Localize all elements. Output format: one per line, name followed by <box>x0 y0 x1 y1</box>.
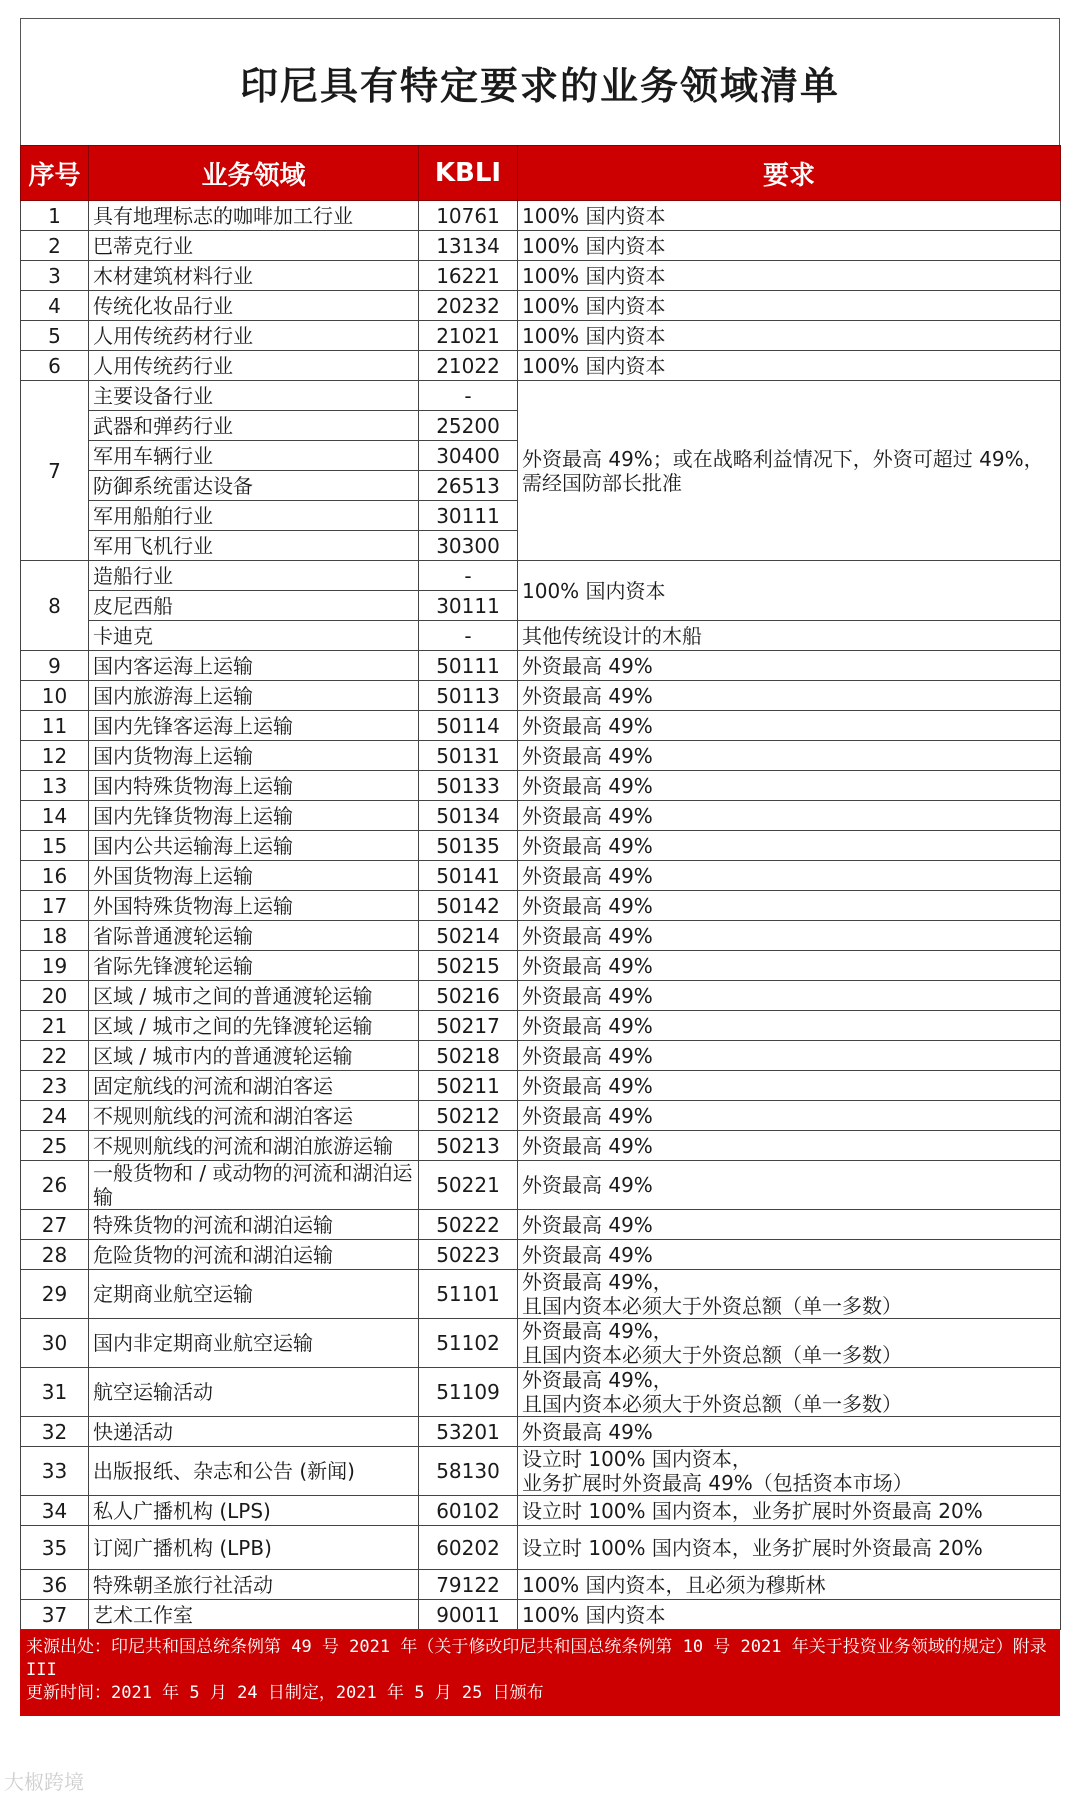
requirement-line-2: 且国内资本必须大于外资总额（单一多数） <box>522 1392 902 1416</box>
row-kbli: 13134 <box>419 231 518 261</box>
row-kbli: 60102 <box>419 1496 518 1526</box>
source-footer <box>20 1630 1060 1716</box>
row-requirement: 外资最高 49% <box>518 831 1061 861</box>
row-field: 卡迪克 <box>89 621 419 651</box>
row-field: 外国货物海上运输 <box>89 861 419 891</box>
row-field: 国内客运海上运输 <box>89 651 419 681</box>
requirement-line-1: 外资最高 49%， <box>522 1368 673 1392</box>
table-row <box>21 1417 1061 1447</box>
row-number: 18 <box>21 921 89 951</box>
row-field: 特殊朝圣旅行社活动 <box>89 1570 419 1600</box>
row-number: 13 <box>21 771 89 801</box>
row-field: 艺术工作室 <box>89 1600 419 1630</box>
table-row <box>21 321 1061 351</box>
table-row <box>21 651 1061 681</box>
row-kbli: 30111 <box>419 501 518 531</box>
row-number: 32 <box>21 1417 89 1447</box>
row-number: 5 <box>21 321 89 351</box>
table-row <box>21 741 1061 771</box>
row-kbli: - <box>419 561 518 591</box>
row-number: 6 <box>21 351 89 381</box>
table-row <box>21 261 1061 291</box>
table-row <box>21 831 1061 861</box>
row-field: 不规则航线的河流和湖泊旅游运输 <box>89 1131 419 1161</box>
row-requirement: 外资最高 49% <box>518 681 1061 711</box>
row-number: 7 <box>21 381 89 561</box>
row-requirement: 外资最高 49% <box>518 1161 1061 1210</box>
row-requirement: 外资最高 49% <box>518 1240 1061 1270</box>
table-row <box>21 201 1061 231</box>
row-number: 8 <box>21 561 89 651</box>
row-number: 2 <box>21 231 89 261</box>
row-number: 24 <box>21 1101 89 1131</box>
table-row <box>21 1496 1061 1526</box>
table-row <box>21 891 1061 921</box>
row-requirement: 100% 国内资本 <box>518 321 1061 351</box>
requirement-line-2: 且国内资本必须大于外资总额（单一多数） <box>522 1343 902 1367</box>
row-number: 30 <box>21 1319 89 1368</box>
requirement-line-1: 外资最高 49%， <box>522 1319 673 1343</box>
row-requirement <box>518 1270 1061 1319</box>
row-requirement: 外资最高 49% <box>518 1131 1061 1161</box>
row-requirement: 外资最高 49% <box>518 921 1061 951</box>
row-requirement: 外资最高 49% <box>518 741 1061 771</box>
row-field: 外国特殊货物海上运输 <box>89 891 419 921</box>
header-kbli: KBLI <box>419 146 518 201</box>
row-field: 定期商业航空运输 <box>89 1270 419 1319</box>
row-kbli: 50142 <box>419 891 518 921</box>
source-text: 来源出处：印尼共和国总统条例第 49 号 2021 年（关于修改印尼共和国总统条例第 10 号 2021 年关于投资业务领域的规定）附录 III <box>26 1637 1047 1680</box>
row-field: 航空运输活动 <box>89 1368 419 1417</box>
table-row <box>21 981 1061 1011</box>
table-row <box>21 1570 1061 1600</box>
table-row <box>21 681 1061 711</box>
row-kbli: 50216 <box>419 981 518 1011</box>
table-row <box>21 1240 1061 1270</box>
row-field: 国内旅游海上运输 <box>89 681 419 711</box>
row-requirement: 外资最高 49% <box>518 711 1061 741</box>
header-requirement: 要求 <box>518 146 1061 201</box>
requirement-line-1: 外资最高 49%， <box>522 1270 673 1294</box>
row-kbli: 30300 <box>419 531 518 561</box>
row-field: 武器和弹药行业 <box>89 411 419 441</box>
row-kbli: 50113 <box>419 681 518 711</box>
row-requirement: 外资最高 49% <box>518 1210 1061 1240</box>
row-kbli: 50218 <box>419 1041 518 1071</box>
row-kbli: 30111 <box>419 591 518 621</box>
row-kbli: 21022 <box>419 351 518 381</box>
row-number: 25 <box>21 1131 89 1161</box>
row-kbli: 20232 <box>419 291 518 321</box>
row-requirement: 外资最高 49% <box>518 1101 1061 1131</box>
row-number: 14 <box>21 801 89 831</box>
row-requirement: 外资最高 49% <box>518 801 1061 831</box>
requirement-line-1: 设立时 100% 国内资本， <box>522 1447 752 1471</box>
row-field: 出版报纸、杂志和公告 (新闻) <box>89 1447 419 1496</box>
row-field: 国内先锋客运海上运输 <box>89 711 419 741</box>
row-requirement <box>518 1319 1061 1368</box>
row-kbli: 51109 <box>419 1368 518 1417</box>
row-requirement: 100% 国内资本 <box>518 291 1061 321</box>
row-kbli: - <box>419 621 518 651</box>
row-requirement <box>518 1368 1061 1417</box>
table-row <box>21 921 1061 951</box>
row-field: 军用船舶行业 <box>89 501 419 531</box>
row-kbli: 50212 <box>419 1101 518 1131</box>
row-kbli: - <box>419 381 518 411</box>
row-requirement: 外资最高 49% <box>518 1071 1061 1101</box>
row-field: 区域 / 城市之间的先锋渡轮运输 <box>89 1011 419 1041</box>
watermark-logo: 大椒跨境 <box>4 1770 84 1794</box>
page-title: 印尼具有特定要求的业务领域清单 <box>239 62 840 108</box>
row-kbli: 60202 <box>419 1526 518 1570</box>
row-number: 26 <box>21 1161 89 1210</box>
table-row <box>21 1600 1061 1630</box>
row-requirement: 外资最高 49% <box>518 651 1061 681</box>
row-kbli: 21021 <box>419 321 518 351</box>
row-number: 20 <box>21 981 89 1011</box>
row-requirement: 设立时 100% 国内资本，业务扩展时外资最高 20% <box>518 1526 1061 1570</box>
row-requirement: 外资最高 49% <box>518 861 1061 891</box>
row-field: 人用传统药材行业 <box>89 321 419 351</box>
row-kbli: 51101 <box>419 1270 518 1319</box>
row-requirement: 100% 国内资本，且必须为穆斯林 <box>518 1570 1061 1600</box>
row-kbli: 30400 <box>419 441 518 471</box>
row-field: 国内先锋货物海上运输 <box>89 801 419 831</box>
table-row <box>21 1071 1061 1101</box>
row-requirement: 外资最高 49% <box>518 1417 1061 1447</box>
table-row <box>21 1210 1061 1240</box>
row-requirement: 外资最高 49% <box>518 981 1061 1011</box>
table-row <box>21 1270 1061 1319</box>
row-number: 11 <box>21 711 89 741</box>
row-number: 37 <box>21 1600 89 1630</box>
row-kbli: 50211 <box>419 1071 518 1101</box>
row-field: 国内货物海上运输 <box>89 741 419 771</box>
row-number: 10 <box>21 681 89 711</box>
table-row <box>21 1161 1061 1210</box>
row-requirement: 100% 国内资本 <box>518 231 1061 261</box>
row-field: 传统化妆品行业 <box>89 291 419 321</box>
row-number: 22 <box>21 1041 89 1071</box>
table-row <box>21 1131 1061 1161</box>
row-number: 12 <box>21 741 89 771</box>
row-number: 29 <box>21 1270 89 1319</box>
row-requirement: 100% 国内资本 <box>518 561 1061 621</box>
row-kbli: 50141 <box>419 861 518 891</box>
table-row <box>21 1101 1061 1131</box>
row-kbli: 50133 <box>419 771 518 801</box>
row-field: 不规则航线的河流和湖泊客运 <box>89 1101 419 1131</box>
row-field: 巴蒂克行业 <box>89 231 419 261</box>
row-requirement <box>518 1447 1061 1496</box>
row-requirement: 其他传统设计的木船 <box>518 621 1061 651</box>
row-field: 省际普通渡轮运输 <box>89 921 419 951</box>
row-kbli: 50221 <box>419 1161 518 1210</box>
row-kbli: 50114 <box>419 711 518 741</box>
row-kbli: 16221 <box>419 261 518 291</box>
row-field: 军用车辆行业 <box>89 441 419 471</box>
row-requirement: 100% 国内资本 <box>518 261 1061 291</box>
row-kbli: 10761 <box>419 201 518 231</box>
row-requirement: 外资最高 49% <box>518 951 1061 981</box>
row-requirement: 外资最高 49% <box>518 771 1061 801</box>
row-field: 固定航线的河流和湖泊客运 <box>89 1071 419 1101</box>
table-row <box>21 621 1061 651</box>
row-field: 国内特殊货物海上运输 <box>89 771 419 801</box>
row-field: 军用飞机行业 <box>89 531 419 561</box>
table-row <box>21 711 1061 741</box>
row-number: 31 <box>21 1368 89 1417</box>
row-kbli: 50223 <box>419 1240 518 1270</box>
row-field: 危险货物的河流和湖泊运输 <box>89 1240 419 1270</box>
row-number: 19 <box>21 951 89 981</box>
row-requirement: 100% 国内资本 <box>518 1600 1061 1630</box>
row-field: 造船行业 <box>89 561 419 591</box>
row-field: 防御系统雷达设备 <box>89 471 419 501</box>
table-row <box>21 1447 1061 1496</box>
row-kbli: 50134 <box>419 801 518 831</box>
row-field: 订阅广播机构 (LPB) <box>89 1526 419 1570</box>
table-header-row <box>21 146 1061 201</box>
table-row <box>21 351 1061 381</box>
table-row <box>21 801 1061 831</box>
table-row <box>21 1368 1061 1417</box>
requirement-line-2: 且国内资本必须大于外资总额（单一多数） <box>522 1294 902 1318</box>
table-row <box>21 1011 1061 1041</box>
row-kbli: 50131 <box>419 741 518 771</box>
updated-text: 更新时间：2021 年 5 月 24 日制定，2021 年 5 月 25 日颁布 <box>26 1683 544 1703</box>
row-field: 皮尼西船 <box>89 591 419 621</box>
table-row <box>21 561 1061 591</box>
row-kbli: 50111 <box>419 651 518 681</box>
row-field: 木材建筑材料行业 <box>89 261 419 291</box>
row-kbli: 50222 <box>419 1210 518 1240</box>
row-number: 17 <box>21 891 89 921</box>
row-requirement: 100% 国内资本 <box>518 201 1061 231</box>
row-field: 私人广播机构 (LPS) <box>89 1496 419 1526</box>
title-box <box>20 18 1060 145</box>
table-row <box>21 381 1061 411</box>
row-field: 一般货物和 / 或动物的河流和湖泊运输 <box>89 1161 419 1210</box>
row-requirement: 100% 国内资本 <box>518 351 1061 381</box>
header-no: 序号 <box>21 146 89 201</box>
row-number: 15 <box>21 831 89 861</box>
row-kbli: 90011 <box>419 1600 518 1630</box>
requirement-line-2: 业务扩展时外资最高 49%（包括资本市场） <box>522 1471 913 1495</box>
row-kbli: 50135 <box>419 831 518 861</box>
document <box>20 18 1060 1716</box>
row-number: 36 <box>21 1570 89 1600</box>
row-number: 3 <box>21 261 89 291</box>
row-field: 区域 / 城市之间的普通渡轮运输 <box>89 981 419 1011</box>
row-number: 34 <box>21 1496 89 1526</box>
row-requirement: 外资最高 49%；或在战略利益情况下，外资可超过 49%，需经国防部长批准 <box>518 381 1061 561</box>
row-number: 16 <box>21 861 89 891</box>
row-number: 4 <box>21 291 89 321</box>
row-kbli: 25200 <box>419 411 518 441</box>
row-kbli: 50213 <box>419 1131 518 1161</box>
row-number: 28 <box>21 1240 89 1270</box>
row-requirement: 外资最高 49% <box>518 1011 1061 1041</box>
row-kbli: 51102 <box>419 1319 518 1368</box>
row-kbli: 50217 <box>419 1011 518 1041</box>
row-number: 33 <box>21 1447 89 1496</box>
row-field: 区域 / 城市内的普通渡轮运输 <box>89 1041 419 1071</box>
row-field: 快递活动 <box>89 1417 419 1447</box>
row-field: 主要设备行业 <box>89 381 419 411</box>
table-row <box>21 1319 1061 1368</box>
row-field: 国内公共运输海上运输 <box>89 831 419 861</box>
table-row <box>21 291 1061 321</box>
row-number: 23 <box>21 1071 89 1101</box>
row-kbli: 50215 <box>419 951 518 981</box>
row-kbli: 53201 <box>419 1417 518 1447</box>
row-field: 国内非定期商业航空运输 <box>89 1319 419 1368</box>
row-field: 人用传统药行业 <box>89 351 419 381</box>
table-row <box>21 1041 1061 1071</box>
row-requirement: 外资最高 49% <box>518 1041 1061 1071</box>
row-number: 9 <box>21 651 89 681</box>
row-number: 27 <box>21 1210 89 1240</box>
row-number: 21 <box>21 1011 89 1041</box>
row-kbli: 50214 <box>419 921 518 951</box>
row-requirement: 外资最高 49% <box>518 891 1061 921</box>
row-field: 省际先锋渡轮运输 <box>89 951 419 981</box>
table-row <box>21 861 1061 891</box>
header-field: 业务领域 <box>89 146 419 201</box>
table-row <box>21 951 1061 981</box>
row-number: 1 <box>21 201 89 231</box>
table-row <box>21 1526 1061 1570</box>
row-kbli: 26513 <box>419 471 518 501</box>
row-requirement: 设立时 100% 国内资本，业务扩展时外资最高 20% <box>518 1496 1061 1526</box>
row-number: 35 <box>21 1526 89 1570</box>
row-field: 具有地理标志的咖啡加工行业 <box>89 201 419 231</box>
table-row <box>21 231 1061 261</box>
table-row <box>21 771 1061 801</box>
row-field: 特殊货物的河流和湖泊运输 <box>89 1210 419 1240</box>
row-kbli: 79122 <box>419 1570 518 1600</box>
row-kbli: 58130 <box>419 1447 518 1496</box>
business-table <box>20 145 1061 1630</box>
